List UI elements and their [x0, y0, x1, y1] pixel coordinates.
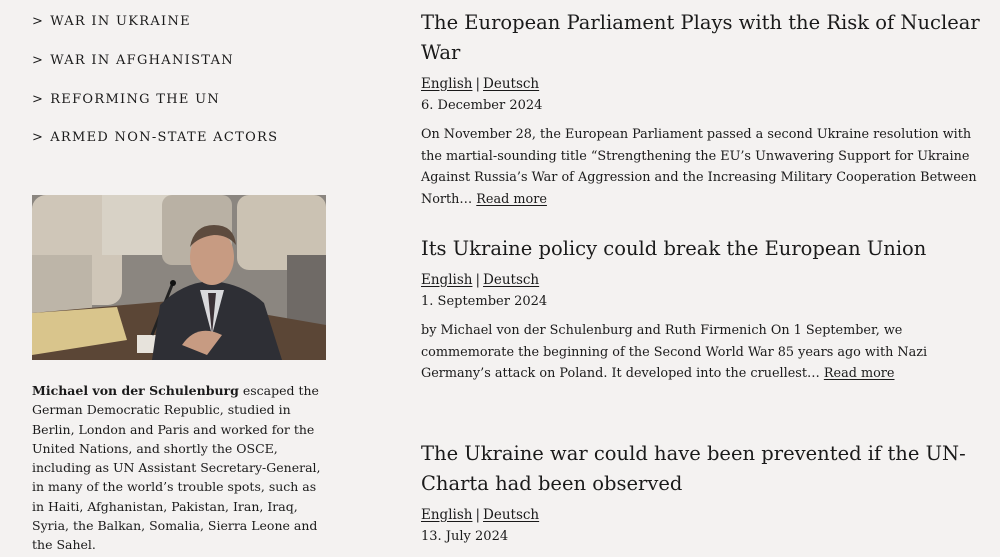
nav-label: ARMED NON-STATE ACTORS — [50, 130, 279, 145]
post-excerpt — [421, 320, 981, 385]
post-title[interactable]: The European Parliament Plays with the Risk of Nuclear War — [421, 11, 980, 64]
post-date: 1. September 2024 — [421, 294, 548, 309]
post-excerpt-text: by Michael von der Schulenburg and Ruth Firmenich On 1 September, we commemorate the beginning of the Second World War 85 years ago with Nazi Germany’s attack on Poland. It developed into the cruellest… — [421, 323, 928, 381]
post-excerpt-text: On November 28, the European Parliament passed a second Ukraine resolution with the martial-sounding title “Strengthening the EU’s Unwavering Support for Ukraine Against Russia’s War of Aggression and the Increasing Military Cooperation Between North… — [421, 127, 977, 207]
chevron-right-icon: > — [32, 92, 45, 107]
chevron-right-icon: > — [32, 14, 45, 29]
read-more-link[interactable]: Read more — [823, 366, 895, 381]
language-links — [421, 74, 981, 94]
lang-english-link[interactable]: English — [421, 272, 473, 288]
post-date: 13. July 2024 — [421, 529, 509, 544]
lang-deutsch-link[interactable]: Deutsch — [483, 272, 540, 288]
post-item — [421, 234, 981, 385]
nav-label: WAR IN AFGHANISTAN — [50, 53, 234, 68]
lang-separator: | — [475, 76, 481, 92]
post-title[interactable]: Its Ukraine policy could break the European Union — [421, 237, 927, 260]
language-links — [421, 270, 981, 290]
lang-separator: | — [475, 272, 481, 288]
post-excerpt — [421, 124, 981, 210]
post-title[interactable]: The Ukraine war could have been prevented if the UN-Charta had been observed — [421, 442, 966, 495]
lang-separator: | — [475, 507, 481, 523]
read-more-link[interactable]: Read more — [476, 191, 547, 207]
nav-label: REFORMING THE UN — [50, 92, 221, 107]
chevron-right-icon: > — [32, 53, 45, 68]
lang-deutsch-link[interactable]: Deutsch — [483, 507, 540, 523]
nav-item-war-in-afghanistan[interactable] — [32, 53, 234, 68]
language-links — [421, 505, 981, 525]
nav-item-war-in-ukraine[interactable] — [32, 14, 191, 29]
lang-english-link[interactable]: English — [421, 76, 473, 92]
post-item — [421, 8, 981, 210]
nav-label: WAR IN UKRAINE — [50, 14, 191, 29]
author-bio — [32, 381, 332, 555]
post-date: 6. December 2024 — [421, 98, 543, 113]
author-portrait — [32, 195, 326, 360]
lang-deutsch-link[interactable]: Deutsch — [483, 76, 540, 92]
author-bio-text: escaped the German Democratic Republic, studied in Berlin, London and Paris and worked for the United Nations, and shortly the OSCE, including as UN Assistant Secretary-General, in many of the world’s trouble spots, such as in Haiti, Afghanistan, Pakistan, Iran, Iraq, Syria, the Balkan, Somalia, Sierra Leone and the Sahel. — [32, 383, 321, 553]
author-name: Michael von der Schulenburg — [32, 383, 239, 398]
nav-item-reforming-the-un[interactable] — [32, 92, 220, 107]
lang-english-link[interactable]: English — [421, 507, 473, 523]
chevron-right-icon: > — [32, 130, 45, 145]
post-item — [421, 439, 981, 547]
nav-item-armed-non-state-actors[interactable] — [32, 130, 278, 145]
